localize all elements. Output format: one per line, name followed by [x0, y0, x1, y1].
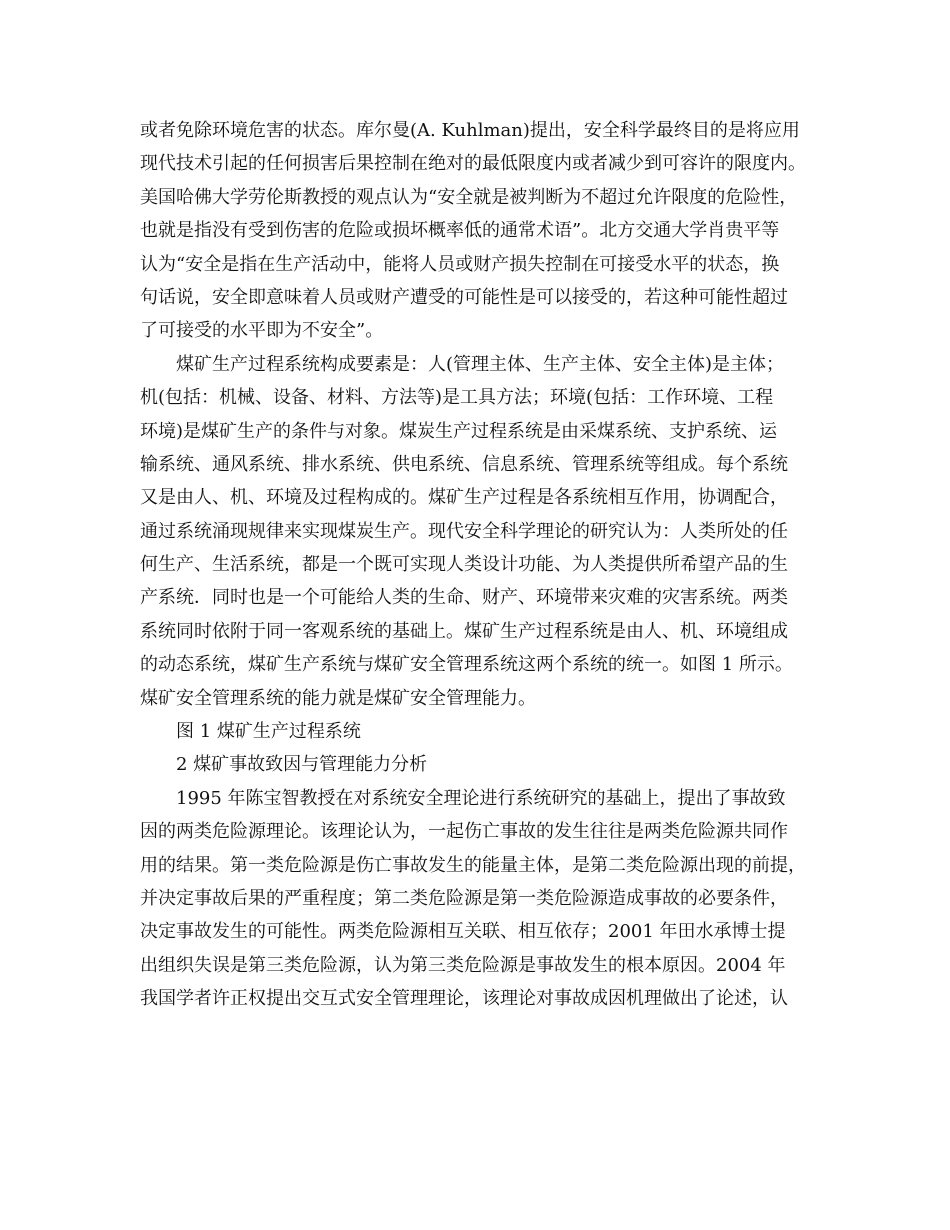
text-line: 或者免除环境危害的状态。库尔曼(A. Kuhlman)提出，安全科学最终目的是将应用 — [140, 120, 800, 141]
text-line: 产系统．同时也是一个可能给人类的生命、财产、环境带来灾难的灾害系统。两类 — [140, 587, 788, 609]
text-line: 的动态系统，煤矿生产系统与煤矿安全管理系统这两个系统的统一。如图 1 所示。 — [140, 654, 793, 676]
text-line: 认为“安全是指在生产活动中，能将人员或财产损失控制在可接受水平的状态，换 — [140, 253, 780, 275]
text-line: 系统同时依附于同一客观系统的基础上。煤矿生产过程系统是由人、机、环境组成 — [140, 620, 788, 642]
text-line: 又是由人、机、环境及过程构成的。煤矿生产过程是各系统相互作用，协调配合， — [140, 487, 788, 509]
paragraph-start-line: 煤矿生产过程系统构成要素是：人(管理主体、生产主体、安全主体)是主体； — [176, 353, 785, 375]
text-line: 出组织失误是第三类危险源，认为第三类危险源是事故发生的根本原因。2004 年 — [140, 954, 786, 976]
text-line: 我国学者许正权提出交互式安全管理理论，该理论对事故成因机理做出了论述，认 — [140, 988, 788, 1010]
text-line: 句话说，安全即意味着人员或财产遭受的可能性是可以接受的，若这种可能性超过 — [140, 286, 788, 308]
text-line: 用的结果。第一类危险源是伤亡事故发生的能量主体，是第二类危险源出现的前提， — [140, 854, 806, 876]
text-line: 通过系统涌现规律来实现煤炭生产。现代安全科学理论的研究认为：人类所处的任 — [140, 520, 788, 542]
text-line: 也就是指没有受到伤害的危险或损坏概率低的通常术语”。北方交通大学肖贵平等 — [140, 220, 780, 242]
body-text — [140, 114, 815, 1016]
text-line: 美国哈佛大学劳伦斯教授的观点认为“安全就是被判断为不超过允许限度的危险性， — [140, 186, 798, 208]
text-line: 机(包括：机械、设备、材料、方法等)是工具方法；环境(包括：工作环境、工程 — [140, 387, 774, 409]
text-line: 现代技术引起的任何损害后果控制在绝对的最低限度内或者减少到可容许的限度内。 — [140, 153, 806, 175]
text-line: 煤矿安全管理系统的能力就是煤矿安全管理能力。 — [140, 687, 536, 709]
text-line: 了可接受的水平即为不安全”。 — [140, 320, 384, 342]
section-heading: 2 煤矿事故致因与管理能力分析 — [176, 754, 428, 776]
figure-caption: 图 1 煤矿生产过程系统 — [176, 721, 361, 743]
text-line: 因的两类危险源理论。该理论认为，一起伤亡事故的发生往往是两类危险源共同作 — [140, 821, 788, 843]
paragraph-start-line: 1995 年陈宝智教授在对系统安全理论进行系统研究的基础上，提出了事故致 — [176, 787, 786, 809]
text-line: 决定事故发生的可能性。两类危险源相互关联、相互依存；2001 年田水承博士提 — [140, 921, 786, 943]
text-line: 并决定事故后果的严重程度；第二类危险源是第一类危险源造成事故的必要条件， — [140, 887, 788, 909]
text-line: 环境)是煤矿生产的条件与对象。煤炭生产过程系统是由采煤系统、支护系统、运 — [140, 420, 778, 442]
text-line: 何生产、生活系统，都是一个既可实现人类设计功能、为人类提供所希望产品的生 — [140, 554, 788, 576]
text-line: 输系统、通风系统、排水系统、供电系统、信息系统、管理系统等组成。每个系统 — [140, 453, 788, 475]
